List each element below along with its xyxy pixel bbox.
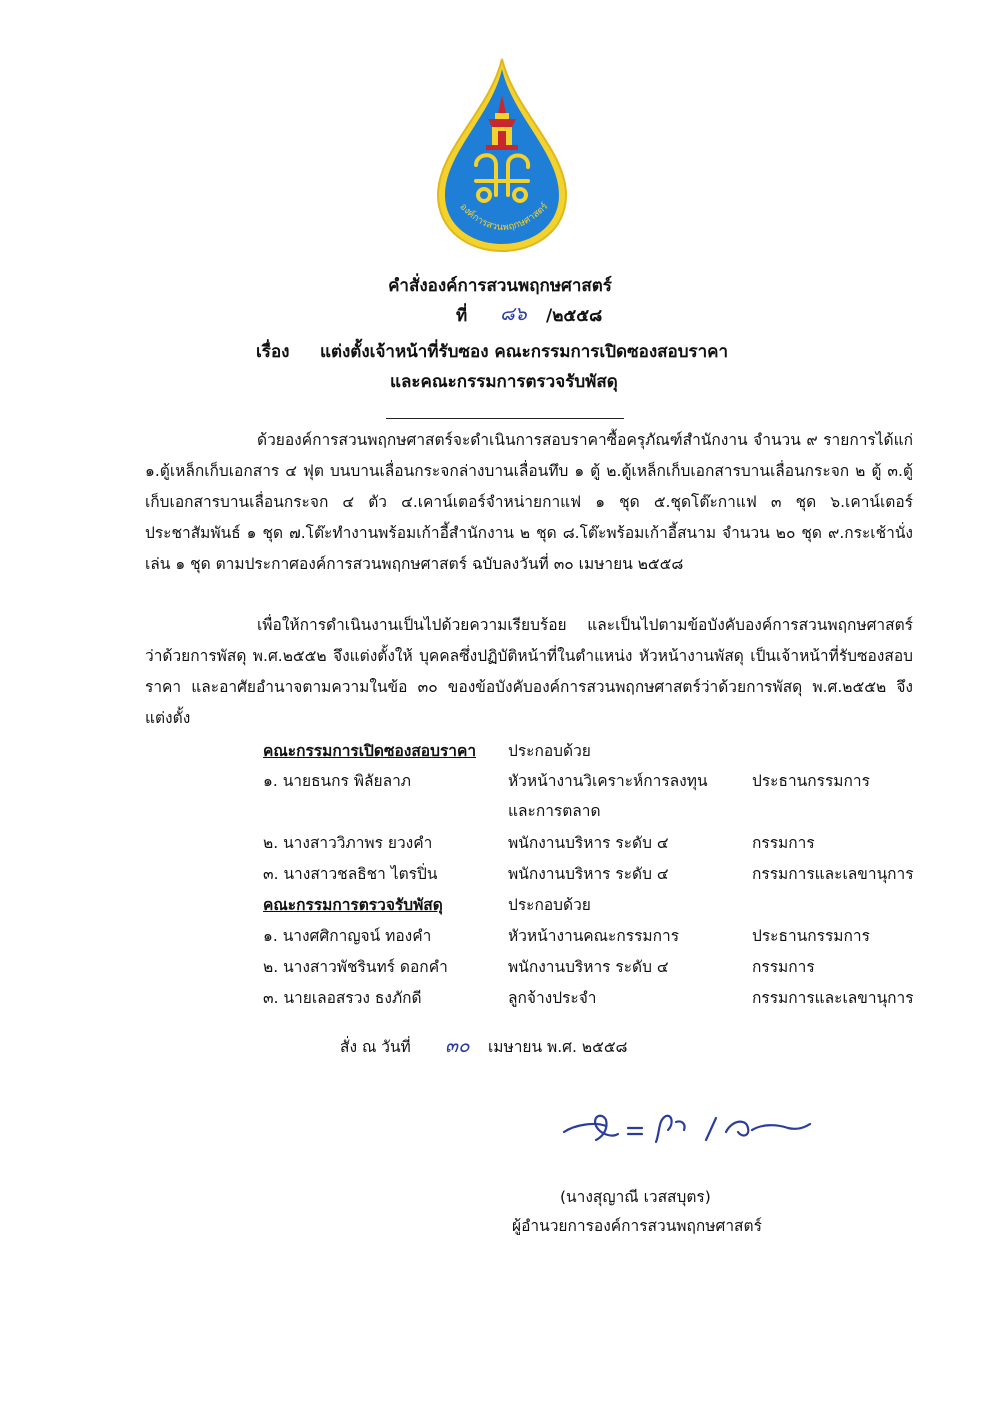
table-row bbox=[0, 923, 1000, 953]
member-role: กรรมการ bbox=[752, 834, 815, 852]
paragraph-2-text: เพื่อให้การดำเนินงานเป็นไปด้วยความเรียบร้อย และเป็นไปตามข้อบังคับองค์การสวนพฤกษศาสตร์ว่าด้วยการพัสดุ พ.ศ.๒๕๕๒ จึงแต่งตั้งให้ บุคคลซึ่งปฏิบัติหน้าที่ในตำแหน่ง หัวหน้างานพัสดุ เป็นเจ้าหน้าที่รับซองสอบราคา และอาศัยอำนาจตามความในข้อ ๓๐ ของข้อบังคับองค์การสวนพฤกษศาสตร์ว่าด้วยการพัสดุ พ.ศ.๒๕๕๒ จึงแต่งตั้ง bbox=[145, 616, 913, 727]
signer-position: ผู้อำนวยการองค์การสวนพฤกษศาสตร์ bbox=[512, 1217, 762, 1235]
member-name: ๓. นางสาวชลธิชา ไตรปิ่น bbox=[263, 865, 438, 883]
order-date-rest: เมษายน พ.ศ. ๒๕๕๘ bbox=[488, 1038, 628, 1056]
member-role: ประธานกรรมการ bbox=[752, 927, 870, 945]
table-row bbox=[0, 954, 1000, 984]
member-name: ๑. นางศศิกาญจน์ ทองคำ bbox=[263, 927, 432, 945]
member-position: พนักงานบริหาร ระดับ ๔ bbox=[508, 834, 669, 852]
order-date-day: ๓๐ bbox=[445, 1035, 470, 1057]
logo-text: องค์การสวนพฤกษศาสตร์ bbox=[457, 201, 551, 234]
number-year: /๒๕๕๘ bbox=[546, 306, 603, 326]
member-position: พนักงานบริหาร ระดับ ๔ bbox=[508, 958, 669, 976]
table-row bbox=[0, 798, 1000, 828]
number-handwritten: ๘๖ bbox=[500, 303, 527, 325]
table-row bbox=[0, 861, 1000, 891]
organization-logo bbox=[432, 55, 572, 255]
committee-heading-row bbox=[0, 892, 1000, 922]
table-row bbox=[0, 768, 1000, 798]
subject-text-1: แต่งตั้งเจ้าหน้าที่รับซอง คณะกรรมการเปิดซองสอบราคา bbox=[320, 342, 729, 362]
table-row bbox=[0, 830, 1000, 860]
table-row bbox=[0, 985, 1000, 1015]
body-paragraph-2 bbox=[145, 610, 913, 734]
order-date-prefix: สั่ง ณ วันที่ bbox=[340, 1038, 411, 1056]
committee-heading-row bbox=[0, 738, 1000, 768]
member-role: กรรมการและเลขานุการ bbox=[752, 989, 914, 1007]
signer-name: (นางสุญาณี เวสสบุตร) bbox=[560, 1188, 711, 1206]
member-name: ๒. นางสาววิภาพร ยวงคำ bbox=[263, 834, 433, 852]
member-position-cont: และการตลาด bbox=[508, 802, 601, 820]
member-role: ประธานกรรมการ bbox=[752, 772, 870, 790]
member-position: พนักงานบริหาร ระดับ ๔ bbox=[508, 865, 669, 883]
title-divider bbox=[386, 418, 624, 419]
subject-text-2: และคณะกรรมการตรวจรับพัสดุ bbox=[390, 372, 618, 392]
order-date bbox=[0, 1034, 1000, 1064]
member-name: ๓. นายเลอสรวง ธงภักดี bbox=[263, 989, 422, 1007]
committee-heading: คณะกรรมการตรวจรับพัสดุ bbox=[263, 896, 443, 914]
committee-heading: คณะกรรมการเปิดซองสอบราคา bbox=[263, 742, 477, 760]
member-position: ลูกจ้างประจำ bbox=[508, 989, 597, 1007]
signature bbox=[556, 1102, 816, 1152]
subject-label: เรื่อง bbox=[256, 342, 290, 362]
committee-suffix: ประกอบด้วย bbox=[508, 896, 591, 914]
number-label: ที่ bbox=[456, 306, 468, 326]
body-paragraph-1 bbox=[145, 425, 913, 580]
member-role: กรรมการและเลขานุการ bbox=[752, 865, 914, 883]
member-position: หัวหน้างานวิเคราะห์การลงทุน bbox=[508, 772, 708, 790]
member-name: ๑. นายธนกร พิลัยลาภ bbox=[263, 772, 411, 790]
member-position: หัวหน้างานคณะกรรมการ bbox=[508, 927, 680, 945]
committee-suffix: ประกอบด้วย bbox=[508, 742, 591, 760]
member-name: ๒. นางสาวพัชรินทร์ ดอกคำ bbox=[263, 958, 448, 976]
order-title: คำสั่งองค์การสวนพฤกษศาสตร์ bbox=[388, 276, 612, 296]
paragraph-1-text: ด้วยองค์การสวนพฤกษศาสตร์จะดำเนินการสอบราคาซื้อครุภัณฑ์สำนักงาน จำนวน ๙ รายการได้แก่ ๑.ตู้เหล็กเก็บเอกสาร ๔ ฟุต บนบานเลื่อนกระจกล่างบานเลื่อนทึบ ๑ ตู้ ๒.ตู้เหล็กเก็บเอกสารบานเลื่อนกระจก ๒ ตู้ ๓.ตู้เก็บเอกสารบานเลื่อนกระจก ๔ ตัว ๔.เคาน์เตอร์จำหน่ายกาแฟ ๑ ชุด ๕.ชุดโต๊ะกาแฟ ๓ ชุด ๖.เคาน์เตอร์ประชาสัมพันธ์ ๑ ชุด ๗.โต๊ะทำงานพร้อมเก้าอี้สำนักงาน ๒ ชุด ๘.โต๊ะพร้อมเก้าอี้สนาม จำนวน ๒๐ ชุด ๙.กระเช้านั่งเล่น ๑ ชุด ตามประกาศองค์การสวนพฤกษศาสตร์ ฉบับลงวันที่ ๓๐ เมษายน ๒๕๕๘ bbox=[145, 431, 913, 573]
member-role: กรรมการ bbox=[752, 958, 815, 976]
